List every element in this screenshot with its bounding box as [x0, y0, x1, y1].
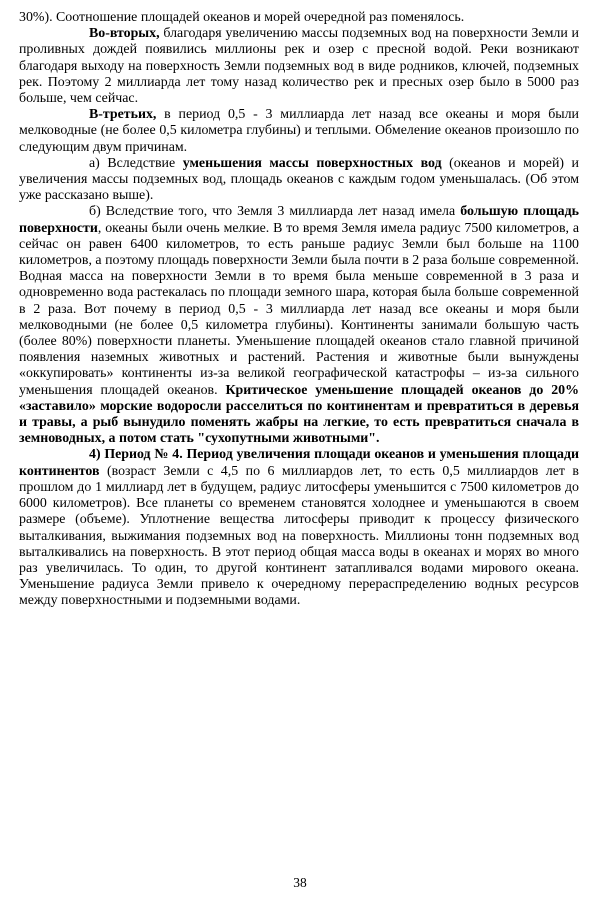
bold-phrase: большую площадь поверхности — [19, 204, 579, 236]
paragraph-6 — [19, 447, 579, 609]
paragraph-text: 30%). Соотношение площадей океанов и морей очередной раз поменялось. — [19, 10, 465, 25]
paragraph-lead: В-третьих, — [89, 107, 157, 123]
paragraph-1 — [19, 10, 579, 26]
paragraph-4 — [19, 156, 579, 205]
paragraph-lead: Во-вторых, — [89, 26, 160, 42]
bold-phrase: уменьшения массы поверхностных вод — [182, 155, 442, 171]
paragraph-text: благодаря увеличению массы подземных вод на поверхности Земли и проливных дождей появились миллионы рек и озер с пресной водой. Реки возникают благодаря выходу на поверхность Земли подземных вод в виде родников, ключей, подземных рек. Поэтому 2 миллиарда лет тому назад количество рек и пресных озер было в 5000 раз больше, чем сейчас. — [19, 26, 579, 107]
period-heading-cont: . Период увеличения площади океанов и уменьшения площади континентов — [19, 447, 579, 479]
paragraph-2 — [19, 26, 579, 107]
paragraph-text: а) Вследствие — [89, 155, 183, 171]
paragraph-text: , океаны были очень мелкие. В то время Земля имела радиус 7500 километров, а сейчас он равен 6400 километров, то есть раньше радиус Земли был больше на 1100 километров, а поэтому площадь поверхности Земли была почти в 2 раза больше современной. Водная масса на поверхности Земли в то время была меньше современной в 3 раза и одновременно вода растекалась по площади земного шара, которая была больше современной в 2 раза. Вот почему в период 0,5 - 3 миллиарда лет назад все океаны и моря были мелководными (не более 0,5 километра глубины). Континенты занимали большую часть (более 80%) поверхности планеты. Уменьшение площадей океанов стало главной причиной появления наземных животных и растений. Растения и животные были вынуждены «оккупировать» континенты из-за великой географической катастрофы – из-за сильного уменьшения площадей океанов. — [19, 220, 579, 398]
paragraph-5 — [19, 204, 579, 447]
paragraph-text: б) Вследствие того, что Земля 3 миллиарда лет назад имела — [89, 204, 461, 220]
bold-conclusion: Критическое уменьшение площадей океанов до 20% «заставило» морские водоросли расселиться по континентам и превратиться в деревья и травы, а рыб вынудило поменять жабры на легкие, то есть превратиться сначала в земноводных, а потом стать "сухопутными животными". — [19, 382, 579, 447]
paragraph-text: (океанов и морей) и увеличения массы подземных вод, площадь океанов с каждым годом уменьшалась. (Об этом уже рассказано выше). — [19, 155, 579, 204]
page-number: 38 — [293, 875, 307, 890]
document-page — [19, 10, 579, 610]
period-heading: 4) Период № 4 — [89, 447, 180, 463]
paragraph-text: (возраст Земли с 4,5 по 6 миллиардов лет, то есть 0,5 миллиардов лет в прошлом до 1 миллиард лет в будущем, радиус литосферы уменьшится с 7500 километров до 6000 километров). Все планеты со временем становятся холоднее и уменьшаются в своем размере (объеме). Уплотнение вещества литосферы приводит к процессу физического выталкивания, выжимания подземных вод на поверхность. Миллионы тонн подземных вод выталкивались на поверхность. В этот период общая масса воды в океанах и морях во много раз увеличилась. То один, то другой континент затапливался водами мирового океана. Уменьшение радиуса Земли привело к очередному перераспределению водных ресурсов между поверхностными и подземными водами. — [19, 463, 579, 609]
paragraph-text: в период 0,5 - 3 миллиарда лет назад все океаны и моря были мелководные (не более 0,5 километра глубины) и теплыми. Обмеление океанов произошло по следующим двум причинам. — [19, 107, 579, 155]
paragraph-3 — [19, 107, 579, 156]
